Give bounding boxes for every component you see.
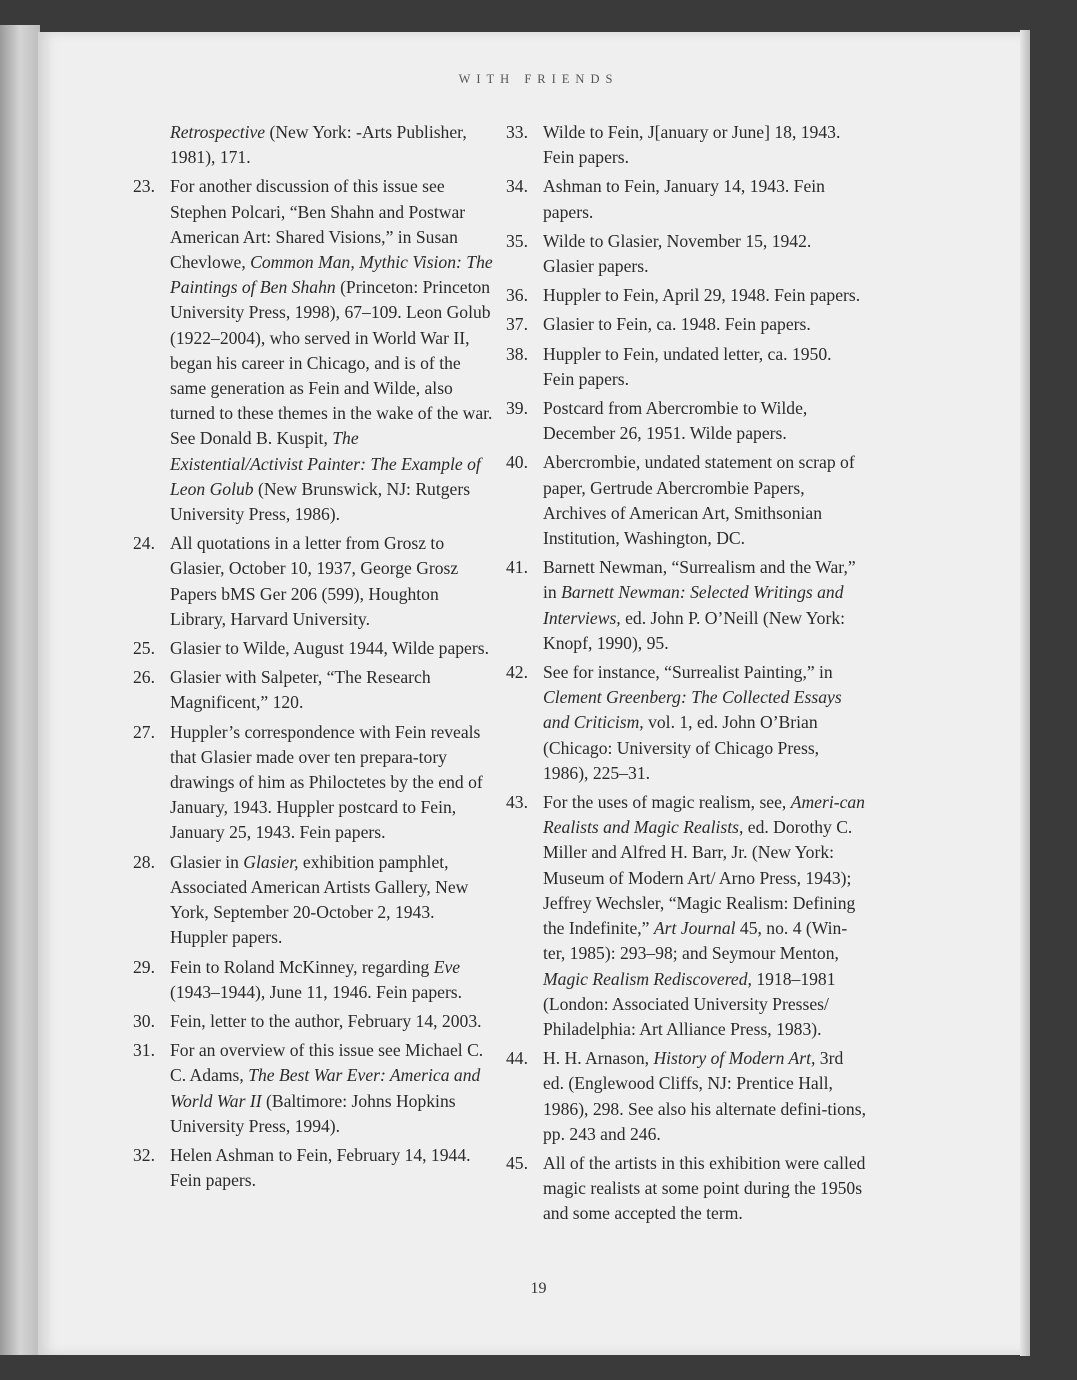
endnote-text: H. H. Arnason, History of Modern Art, 3rd ed. (Englewood Cliffs, NJ: Prentice Hall, 1986), 298. See also his alternate defini-tions, pp. 243 and 246. — [543, 1048, 866, 1144]
facing-page-edge — [0, 25, 40, 1355]
endnote — [506, 555, 866, 656]
endnote-number: 35. — [506, 230, 528, 251]
endnote-text: Glasier to Wilde, August 1944, Wilde papers. — [170, 638, 489, 659]
endnote-text: Glasier with Salpeter, “The Research Magnificent,” 120. — [170, 667, 431, 713]
endnote-text: Huppler’s correspondence with Fein reveals that Glasier made over ten prepara-tory drawings of him as Philoctetes by the end of January, 1943. Huppler postcard to Fein, January 25, 1943. Fein papers. — [170, 721, 483, 843]
endnote — [506, 1046, 866, 1147]
endnote — [133, 955, 493, 1005]
endnote — [506, 342, 866, 392]
endnote-number: 25. — [133, 638, 155, 659]
endnote-text: For the uses of magic realism, see, Ameri-can Realists and Magic Realists, ed. Dorothy C. Miller and Alfred H. Barr, Jr. (New York: Museum of Modern Art/ Arno Press, 1943); Jeffrey Wechsler, “Magic Realism: Defining the Indefinite,” Art Journal 45, no. 4 (Win-ter, 1985): 293–98; and Seymour Menton, Magic Realism Rediscovered, 1918–1981 (London: Associated University Presses/ Philadelphia: Art Alliance Press, 1983). — [543, 792, 865, 1039]
endnote — [133, 1143, 493, 1193]
endnote-number: 42. — [506, 662, 528, 683]
endnote-number: 28. — [133, 851, 155, 872]
endnote-number: 41. — [506, 557, 528, 578]
endnote-text: For an overview of this issue see Michael C. C. Adams, The Best War Ever: America and World War II (Baltimore: Johns Hopkins University Press, 1994). — [170, 1040, 484, 1136]
endnote-text: Huppler to Fein, April 29, 1948. Fein papers. — [543, 285, 861, 306]
notes-column-left — [133, 120, 493, 1197]
endnote-number: 36. — [506, 285, 528, 306]
running-head: WITH FRIENDS — [458, 72, 619, 86]
endnote-number: 39. — [506, 398, 528, 419]
endnote-text: Fein, letter to the author, February 14, 2003. — [170, 1010, 482, 1031]
endnote — [133, 120, 493, 170]
endnote-number: 24. — [133, 533, 155, 554]
endnote-number: 40. — [506, 452, 528, 473]
endnote-text: Glasier in Glasier, exhibition pamphlet, Associated American Artists Gallery, New York, September 20-October 2, 1943. Huppler papers. — [170, 851, 469, 948]
endnote-number: 23. — [133, 176, 155, 197]
endnote-number: 27. — [133, 721, 155, 742]
endnote-text: See for instance, “Surrealist Painting,” in Clement Greenberg: The Collected Essays and Criticism, vol. 1, ed. John O’Brian (Chicago: University of Chicago Press, 1986), 225–31. — [543, 662, 842, 783]
endnote-number: 45. — [506, 1152, 528, 1173]
endnote — [506, 660, 866, 786]
endnote — [133, 636, 493, 661]
endnote-text: Abercrombie, undated statement on scrap of paper, Gertrude Abercrombie Papers, Archives of American Art, Smithsonian Institution, Washington, DC. — [543, 452, 855, 549]
page-number: 19 — [530, 1280, 547, 1297]
endnote-text: Postcard from Abercrombie to Wilde, December 26, 1951. Wilde papers. — [543, 398, 808, 444]
endnote-number: 38. — [506, 343, 528, 364]
endnote-text: Ashman to Fein, January 14, 1943. Fein papers. — [543, 176, 825, 222]
endnote-text: Helen Ashman to Fein, February 14, 1944. Fein papers. — [170, 1144, 471, 1191]
endnote — [506, 1151, 866, 1227]
endnote-number: 33. — [506, 122, 528, 142]
endnote — [506, 283, 866, 308]
endnote-text: For another discussion of this issue see Stephen Polcari, “Ben Shahn and Postwar American Art: Shared Visions,” in Susan Chevlowe, Common Man, Mythic Vision: The Paintings of Ben Shahn (Princeton: Princeton University Press, 1998), 67–109. Leon Golub (1922–2004), who served in World War II, began his career in Chicago, and is of the same generation as Fein and Wilde, also turned to these themes in the wake of the war. See Donald B. Kuspit, The Existential/Activist Painter: The Example of Leon Golub (New Brunswick, NJ: Rutgers University Press, 1986). — [170, 176, 493, 525]
endnote-text: Wilde to Glasier, November 15, 1942. Glasier papers. — [543, 230, 812, 277]
endnote-text: Fein to Roland McKinney, regarding Eve (1943–1944), June 11, 1946. Fein papers. — [170, 956, 463, 1002]
endnote-text: All quotations in a letter from Grosz to Glasier, October 10, 1937, George Grosz Papers bMS Ger 206 (599), Houghton Library, Harvard University. — [170, 533, 459, 629]
endnote — [133, 720, 493, 846]
notes-column-right — [506, 120, 866, 1231]
endnote-text: Glasier to Fein, ca. 1948. Fein papers. — [543, 314, 811, 335]
endnote — [133, 665, 493, 715]
endnote-number: 37. — [506, 314, 528, 335]
endnote-text: All of the artists in this exhibition were called magic realists at some point during the 1950s and some accepted the term. — [543, 1152, 866, 1224]
endnote-number: 29. — [133, 956, 155, 977]
endnote — [506, 120, 866, 170]
endnote-text: Retrospective (New York: -Arts Publisher, 1981), 171. — [170, 122, 467, 168]
endnote — [133, 174, 493, 527]
endnote-number: 43. — [506, 792, 528, 813]
endnote — [133, 1009, 493, 1034]
endnote — [133, 1038, 493, 1139]
endnote-number: 30. — [133, 1010, 155, 1031]
endnote-text: Wilde to Fein, J[anuary or June] 18, 1943. Fein papers. — [543, 122, 841, 168]
endnote — [506, 229, 866, 279]
endnote-number: 31. — [133, 1040, 155, 1061]
endnote — [133, 850, 493, 951]
endnote-text: Barnett Newman, “Surrealism and the War,” in Barnett Newman: Selected Writings and Interviews, ed. John P. O’Neill (New York: Knopf, 1990), 95. — [543, 557, 856, 653]
endnote-number: 44. — [506, 1048, 528, 1069]
endnote — [506, 312, 866, 337]
endnote — [506, 396, 866, 446]
endnote — [506, 174, 866, 224]
endnote — [133, 531, 493, 632]
endnote-number: 32. — [133, 1144, 155, 1165]
endnote-number: 34. — [506, 176, 528, 197]
endnote — [506, 790, 866, 1042]
page-right-edge — [1020, 30, 1030, 1356]
endnote — [506, 450, 866, 551]
endnote-text: Huppler to Fein, undated letter, ca. 1950. Fein papers. — [543, 343, 832, 389]
endnote-number: 26. — [133, 667, 155, 688]
